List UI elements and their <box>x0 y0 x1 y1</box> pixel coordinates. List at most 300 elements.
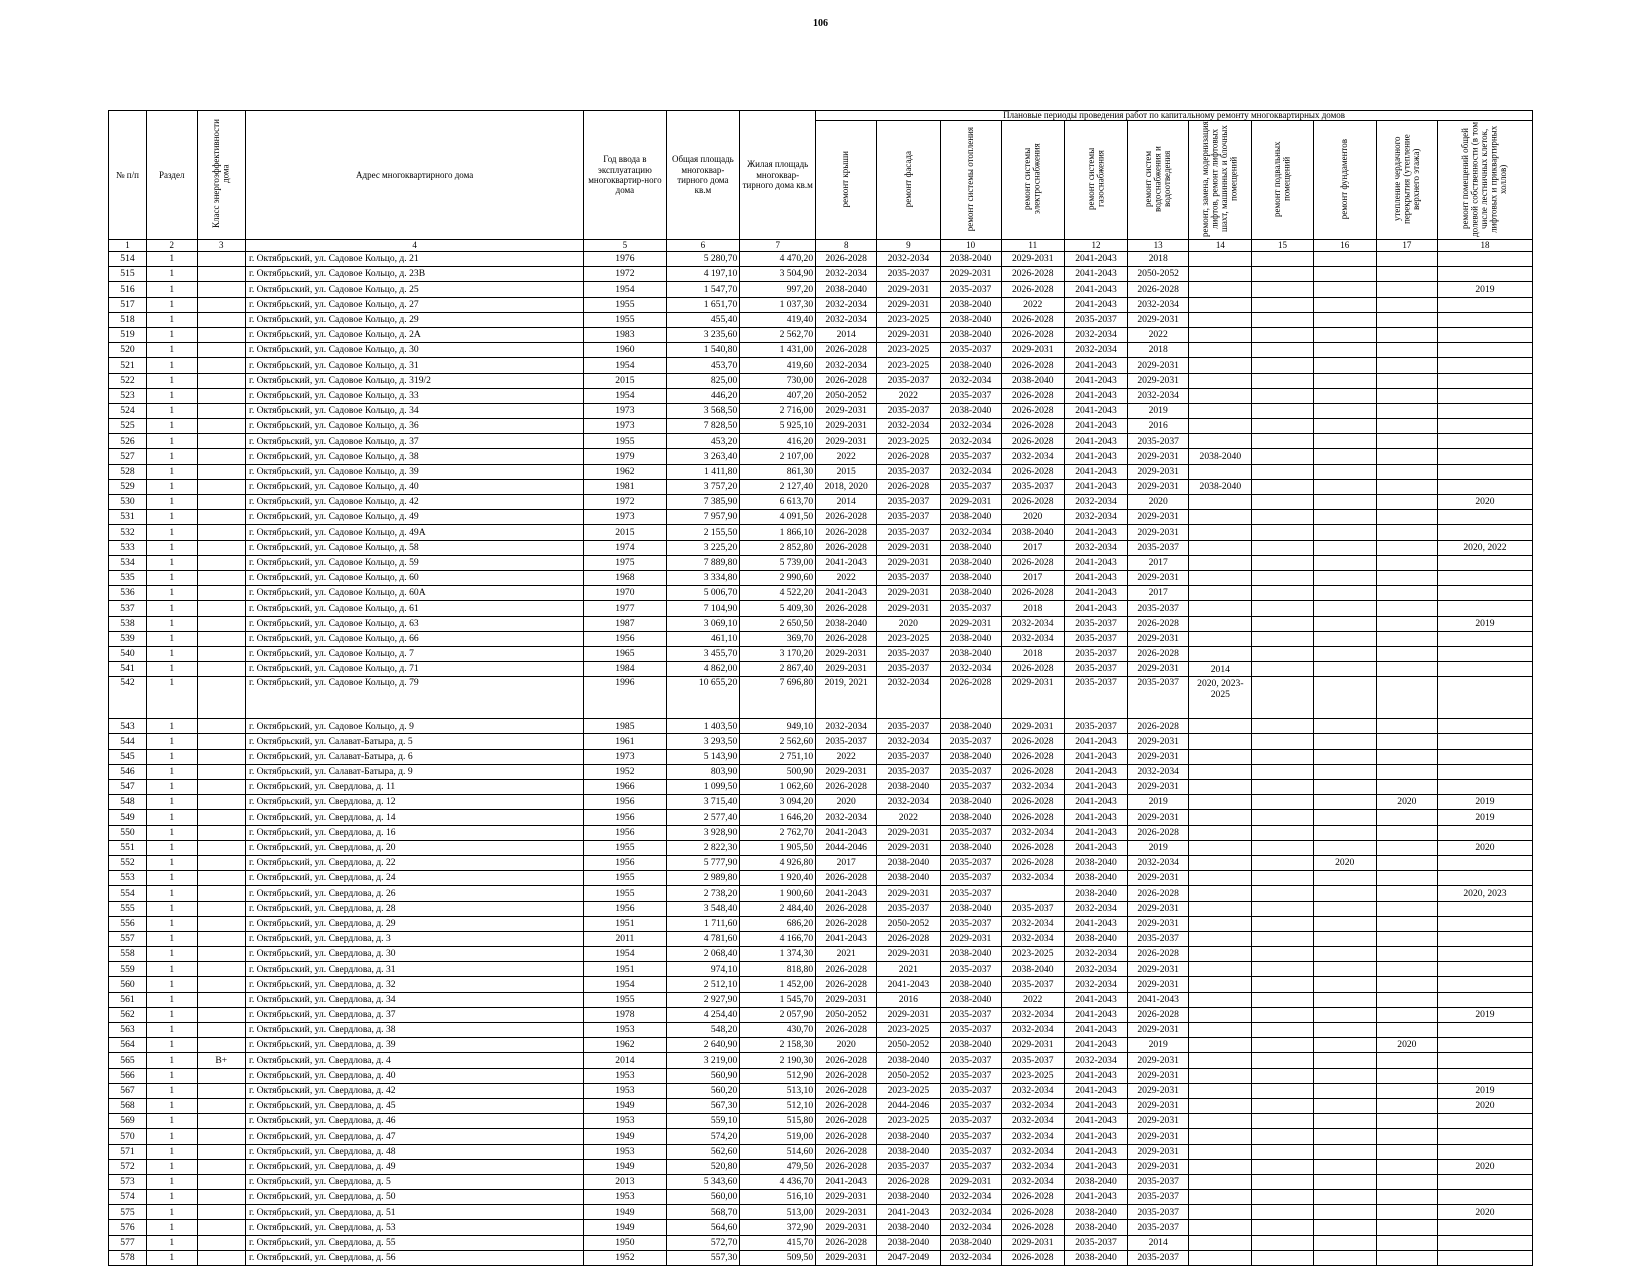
cell-common-premises-period <box>1437 1174 1532 1189</box>
cell-living-area: 513,10 <box>740 1083 816 1098</box>
cell-gas-period: 2041-2043 <box>1064 1190 1127 1205</box>
cell-facade-period: 2023-2025 <box>877 631 940 646</box>
cell-elevators-period <box>1189 916 1252 931</box>
cell-heating-period: 2038-2040 <box>940 586 1001 601</box>
cell-total-area: 7 828,50 <box>666 419 740 434</box>
cell-elevators-period <box>1189 586 1252 601</box>
cell-energy-class <box>197 1190 245 1205</box>
cell-foundation-period <box>1313 1007 1376 1022</box>
cell-living-area: 2 127,40 <box>740 479 816 494</box>
cell-section: 1 <box>146 855 197 870</box>
cell-row-number: 555 <box>109 901 147 916</box>
cell-facade-period: 2023-2025 <box>877 434 940 449</box>
cell-roof-period: 2018, 2020 <box>816 479 877 494</box>
cell-section: 1 <box>146 977 197 992</box>
cell-heating-period: 2035-2037 <box>940 1023 1001 1038</box>
table-row <box>109 677 1533 719</box>
cell-year: 1979 <box>584 449 666 464</box>
cell-facade-period: 2035-2037 <box>877 749 940 764</box>
cell-address: г. Октябрьский, ул. Садовое Кольцо, д. 27 <box>245 297 583 312</box>
cell-address: г. Октябрьский, ул. Садовое Кольцо, д. 63 <box>245 616 583 631</box>
cell-living-area: 949,10 <box>740 719 816 734</box>
cell-total-area: 560,90 <box>666 1068 740 1083</box>
cell-roof-period: 2020 <box>816 1038 877 1053</box>
cell-section: 1 <box>146 570 197 585</box>
cell-address: г. Октябрьский, ул. Салават-Батыра, д. 6 <box>245 749 583 764</box>
cell-facade-period: 2032-2034 <box>877 677 940 719</box>
cell-heating-period: 2035-2037 <box>940 780 1001 795</box>
cell-foundation-period <box>1313 931 1376 946</box>
cell-address: г. Октябрьский, ул. Садовое Кольцо, д. 38 <box>245 449 583 464</box>
table-row <box>109 510 1533 525</box>
cell-attic-period <box>1376 780 1437 795</box>
cell-foundation-period <box>1313 586 1376 601</box>
cell-year: 1977 <box>584 601 666 616</box>
cell-total-area: 4 197,10 <box>666 267 740 282</box>
cell-electricity-period: 2026-2028 <box>1001 403 1064 418</box>
cell-living-area: 512,10 <box>740 1098 816 1113</box>
cell-electricity-period: 2032-2034 <box>1001 780 1064 795</box>
cell-roof-period: 2041-2043 <box>816 1174 877 1189</box>
cell-row-number: 537 <box>109 601 147 616</box>
cell-living-area: 2 650,50 <box>740 616 816 631</box>
cell-section: 1 <box>146 734 197 749</box>
cell-facade-period: 2022 <box>877 810 940 825</box>
cell-address: г. Октябрьский, ул. Садовое Кольцо, д. 7 <box>245 646 583 661</box>
cell-year: 1949 <box>584 1159 666 1174</box>
cell-attic-period <box>1376 1083 1437 1098</box>
cell-address: г. Октябрьский, ул. Свердлова, д. 40 <box>245 1068 583 1083</box>
cell-row-number: 569 <box>109 1114 147 1129</box>
cell-year: 1953 <box>584 1023 666 1038</box>
cell-basement-period <box>1252 252 1313 267</box>
cell-electricity-period: 2032-2034 <box>1001 1098 1064 1113</box>
cell-attic-period <box>1376 312 1437 327</box>
cell-water-period: 2026-2028 <box>1128 282 1189 297</box>
cell-year: 1949 <box>584 1205 666 1220</box>
cell-foundation-period <box>1313 540 1376 555</box>
cell-common-premises-period <box>1437 1190 1532 1205</box>
cell-year: 1954 <box>584 947 666 962</box>
cell-electricity-period: 2029-2031 <box>1001 343 1064 358</box>
cell-water-period: 2032-2034 <box>1128 297 1189 312</box>
cell-total-area: 574,20 <box>666 1129 740 1144</box>
cell-basement-period <box>1252 855 1313 870</box>
cell-address: г. Октябрьский, ул. Свердлова, д. 46 <box>245 1114 583 1129</box>
cell-living-area: 1 452,00 <box>740 977 816 992</box>
cell-year: 1952 <box>584 764 666 779</box>
cell-heating-period: 2038-2040 <box>940 840 1001 855</box>
cell-water-period: 2035-2037 <box>1128 1205 1189 1220</box>
cell-row-number: 576 <box>109 1220 147 1235</box>
table-row <box>109 795 1533 810</box>
cell-year: 1965 <box>584 646 666 661</box>
cell-foundation-period <box>1313 312 1376 327</box>
cell-row-number: 534 <box>109 555 147 570</box>
cell-total-area: 3 334,80 <box>666 570 740 585</box>
cell-roof-period: 2041-2043 <box>816 586 877 601</box>
cell-foundation-period <box>1313 1098 1376 1113</box>
cell-row-number: 514 <box>109 252 147 267</box>
cell-living-area: 1 374,30 <box>740 947 816 962</box>
cell-address: г. Октябрьский, ул. Свердлова, д. 16 <box>245 825 583 840</box>
cell-address: г. Октябрьский, ул. Садовое Кольцо, д. 58 <box>245 540 583 555</box>
cell-attic-period <box>1376 1205 1437 1220</box>
cell-attic-period <box>1376 540 1437 555</box>
cell-foundation-period <box>1313 358 1376 373</box>
cell-roof-period: 2041-2043 <box>816 886 877 901</box>
cell-water-period: 2029-2031 <box>1128 1098 1189 1113</box>
cell-heating-period: 2032-2034 <box>940 434 1001 449</box>
cell-foundation-period <box>1313 252 1376 267</box>
cell-roof-period: 2022 <box>816 749 877 764</box>
cell-elevators-period <box>1189 1068 1252 1083</box>
cell-address: г. Октябрьский, ул. Свердлова, д. 45 <box>245 1098 583 1113</box>
cell-gas-period: 2041-2043 <box>1064 570 1127 585</box>
cell-common-premises-period <box>1437 267 1532 282</box>
cell-water-period: 2035-2037 <box>1128 601 1189 616</box>
cell-foundation-period <box>1313 601 1376 616</box>
cell-total-area: 455,40 <box>666 312 740 327</box>
cell-heating-period: 2035-2037 <box>940 1159 1001 1174</box>
table-row <box>109 719 1533 734</box>
cell-living-area: 2 158,30 <box>740 1038 816 1053</box>
cell-attic-period <box>1376 297 1437 312</box>
table-row <box>109 810 1533 825</box>
cell-address: г. Октябрьский, ул. Свердлова, д. 30 <box>245 947 583 962</box>
cell-section: 1 <box>146 631 197 646</box>
cell-electricity-period: 2032-2034 <box>1001 616 1064 631</box>
cell-row-number: 565 <box>109 1053 147 1068</box>
table-row <box>109 1053 1533 1068</box>
cell-roof-period: 2026-2028 <box>816 540 877 555</box>
cell-total-area: 4 781,60 <box>666 931 740 946</box>
cell-year: 1955 <box>584 312 666 327</box>
cell-common-premises-period: 2019 <box>1437 616 1532 631</box>
cell-gas-period: 2038-2040 <box>1064 1174 1127 1189</box>
cell-living-area: 1 866,10 <box>740 525 816 540</box>
cell-gas-period: 2038-2040 <box>1064 886 1127 901</box>
cell-basement-period <box>1252 1129 1313 1144</box>
cell-attic-period <box>1376 764 1437 779</box>
cell-section: 1 <box>146 886 197 901</box>
cell-water-period: 2029-2031 <box>1128 312 1189 327</box>
cell-attic-period <box>1376 267 1437 282</box>
cell-electricity-period: 2032-2034 <box>1001 1159 1064 1174</box>
cell-row-number: 531 <box>109 510 147 525</box>
cell-foundation-period <box>1313 1053 1376 1068</box>
cell-section: 1 <box>146 282 197 297</box>
cell-electricity-period: 2017 <box>1001 570 1064 585</box>
cell-basement-period <box>1252 871 1313 886</box>
cell-address: г. Октябрьский, ул. Свердлова, д. 29 <box>245 916 583 931</box>
cell-year: 1972 <box>584 495 666 510</box>
header-work-basement: ремонт подвальных помещений <box>1252 121 1313 240</box>
cell-foundation-period <box>1313 327 1376 342</box>
cell-elevators-period <box>1189 616 1252 631</box>
cell-heating-period: 2032-2034 <box>940 1205 1001 1220</box>
cell-gas-period: 2032-2034 <box>1064 962 1127 977</box>
cell-energy-class <box>197 1129 245 1144</box>
cell-basement-period <box>1252 1007 1313 1022</box>
cell-total-area: 453,20 <box>666 434 740 449</box>
cell-roof-period: 2029-2031 <box>816 662 877 677</box>
cell-basement-period <box>1252 1098 1313 1113</box>
cell-row-number: 570 <box>109 1129 147 1144</box>
cell-section: 1 <box>146 586 197 601</box>
cell-heating-period: 2035-2037 <box>940 1129 1001 1144</box>
cell-year: 1972 <box>584 267 666 282</box>
cell-heating-period: 2032-2034 <box>940 1190 1001 1205</box>
cell-basement-period <box>1252 916 1313 931</box>
header-work-elevators: ремонт, замена, модернизация лифтов, ремонт лифтовых шахт, машинных и блочных помещений <box>1189 121 1252 240</box>
cell-attic-period <box>1376 373 1437 388</box>
cell-row-number: 572 <box>109 1159 147 1174</box>
cell-basement-period <box>1252 388 1313 403</box>
cell-total-area: 461,10 <box>666 631 740 646</box>
cell-electricity-period: 2026-2028 <box>1001 810 1064 825</box>
cell-attic-period <box>1376 855 1437 870</box>
cell-living-area: 369,70 <box>740 631 816 646</box>
cell-facade-period: 2044-2046 <box>877 1098 940 1113</box>
cell-living-area: 479,50 <box>740 1159 816 1174</box>
cell-living-area: 730,00 <box>740 373 816 388</box>
cell-attic-period <box>1376 1235 1437 1250</box>
cell-foundation-period <box>1313 388 1376 403</box>
cell-total-area: 567,30 <box>666 1098 740 1113</box>
cell-roof-period: 2038-2040 <box>816 282 877 297</box>
cell-energy-class <box>197 297 245 312</box>
cell-row-number: 561 <box>109 992 147 1007</box>
cell-basement-period <box>1252 1144 1313 1159</box>
cell-electricity-period: 2026-2028 <box>1001 764 1064 779</box>
cell-roof-period: 2032-2034 <box>816 810 877 825</box>
cell-gas-period: 2032-2034 <box>1064 901 1127 916</box>
cell-common-premises-period <box>1437 510 1532 525</box>
cell-elevators-period <box>1189 1129 1252 1144</box>
cell-common-premises-period <box>1437 1023 1532 1038</box>
cell-year: 1956 <box>584 631 666 646</box>
table-row <box>109 403 1533 418</box>
cell-common-premises-period <box>1437 1144 1532 1159</box>
cell-water-period: 2014 <box>1128 1235 1189 1250</box>
cell-total-area: 453,70 <box>666 358 740 373</box>
cell-elevators-period <box>1189 1038 1252 1053</box>
cell-row-number: 538 <box>109 616 147 631</box>
cell-facade-period: 2041-2043 <box>877 977 940 992</box>
cell-address: г. Октябрьский, ул. Свердлова, д. 28 <box>245 901 583 916</box>
cell-roof-period: 2015 <box>816 464 877 479</box>
cell-facade-period: 2029-2031 <box>877 555 940 570</box>
cell-common-premises-period <box>1437 871 1532 886</box>
cell-common-premises-period: 2020 <box>1437 840 1532 855</box>
cell-common-premises-period <box>1437 343 1532 358</box>
cell-attic-period <box>1376 886 1437 901</box>
cell-elevators-period <box>1189 719 1252 734</box>
header-total-area: Общая площадь многоквар-тирного дома кв.м <box>666 111 740 240</box>
cell-roof-period: 2029-2031 <box>816 1190 877 1205</box>
cell-basement-period <box>1252 992 1313 1007</box>
cell-row-number: 557 <box>109 931 147 946</box>
cell-common-premises-period <box>1437 977 1532 992</box>
table-row <box>109 840 1533 855</box>
cell-attic-period <box>1376 931 1437 946</box>
cell-address: г. Октябрьский, ул. Свердлова, д. 4 <box>245 1053 583 1068</box>
cell-elevators-period <box>1189 312 1252 327</box>
cell-year: 1955 <box>584 886 666 901</box>
cell-living-area: 372,90 <box>740 1220 816 1235</box>
cell-facade-period: 2035-2037 <box>877 646 940 661</box>
cell-roof-period: 2032-2034 <box>816 267 877 282</box>
cell-total-area: 3 568,50 <box>666 403 740 418</box>
header-section: Раздел <box>146 111 197 240</box>
cell-total-area: 1 403,50 <box>666 719 740 734</box>
cell-energy-class <box>197 886 245 901</box>
cell-water-period: 2029-2031 <box>1128 662 1189 677</box>
cell-section: 1 <box>146 358 197 373</box>
cell-section: 1 <box>146 1205 197 1220</box>
table-header <box>109 111 1533 252</box>
cell-water-period: 2032-2034 <box>1128 388 1189 403</box>
cell-foundation-period <box>1313 719 1376 734</box>
cell-foundation-period <box>1313 825 1376 840</box>
cell-energy-class <box>197 510 245 525</box>
cell-living-area: 1 037,30 <box>740 297 816 312</box>
cell-section: 1 <box>146 795 197 810</box>
cell-gas-period: 2032-2034 <box>1064 947 1127 962</box>
header-work-roof: ремонт крыши <box>816 121 877 240</box>
cell-total-area: 825,00 <box>666 373 740 388</box>
cell-common-premises-period: 2019 <box>1437 282 1532 297</box>
cell-foundation-period <box>1313 297 1376 312</box>
cell-electricity-period: 2029-2031 <box>1001 1235 1064 1250</box>
cell-elevators-period <box>1189 1114 1252 1129</box>
cell-elevators-period <box>1189 327 1252 342</box>
cell-living-area: 516,10 <box>740 1190 816 1205</box>
cell-gas-period: 2035-2037 <box>1064 1235 1127 1250</box>
cell-total-area: 446,20 <box>666 388 740 403</box>
cell-attic-period <box>1376 479 1437 494</box>
cell-water-period: 2035-2037 <box>1128 540 1189 555</box>
cell-attic-period <box>1376 901 1437 916</box>
cell-energy-class <box>197 1235 245 1250</box>
cell-total-area: 3 293,50 <box>666 734 740 749</box>
cell-row-number: 559 <box>109 962 147 977</box>
cell-basement-period <box>1252 419 1313 434</box>
cell-year: 2011 <box>584 931 666 946</box>
cell-attic-period <box>1376 977 1437 992</box>
cell-roof-period: 2026-2028 <box>816 510 877 525</box>
cell-foundation-period <box>1313 810 1376 825</box>
cell-attic-period: 2020 <box>1376 1038 1437 1053</box>
cell-living-area: 513,00 <box>740 1205 816 1220</box>
cell-attic-period <box>1376 1144 1437 1159</box>
cell-heating-period: 2038-2040 <box>940 947 1001 962</box>
cell-energy-class <box>197 962 245 977</box>
cell-foundation-period <box>1313 795 1376 810</box>
cell-electricity-period: 2032-2034 <box>1001 631 1064 646</box>
cell-living-area: 419,60 <box>740 358 816 373</box>
cell-row-number: 552 <box>109 855 147 870</box>
cell-water-period: 2029-2031 <box>1128 358 1189 373</box>
cell-facade-period: 2035-2037 <box>877 510 940 525</box>
cell-basement-period <box>1252 840 1313 855</box>
cell-attic-period <box>1376 1220 1437 1235</box>
cell-basement-period <box>1252 749 1313 764</box>
column-number: 18 <box>1437 240 1532 252</box>
cell-gas-period: 2041-2043 <box>1064 282 1127 297</box>
cell-elevators-period <box>1189 1007 1252 1022</box>
cell-common-premises-period <box>1437 780 1532 795</box>
cell-year: 1955 <box>584 871 666 886</box>
cell-row-number: 545 <box>109 749 147 764</box>
cell-section: 1 <box>146 962 197 977</box>
cell-gas-period: 2041-2043 <box>1064 586 1127 601</box>
cell-energy-class <box>197 840 245 855</box>
cell-common-premises-period <box>1437 901 1532 916</box>
cell-basement-period <box>1252 555 1313 570</box>
cell-energy-class <box>197 734 245 749</box>
table-row <box>109 267 1533 282</box>
cell-elevators-period <box>1189 871 1252 886</box>
cell-electricity-period: 2029-2031 <box>1001 719 1064 734</box>
column-number: 10 <box>940 240 1001 252</box>
cell-roof-period: 2017 <box>816 855 877 870</box>
cell-living-area: 1 646,20 <box>740 810 816 825</box>
cell-total-area: 5 343,60 <box>666 1174 740 1189</box>
cell-address: г. Октябрьский, ул. Свердлова, д. 32 <box>245 977 583 992</box>
cell-address: г. Октябрьский, ул. Салават-Батыра, д. 5 <box>245 734 583 749</box>
table-row <box>109 1129 1533 1144</box>
cell-address: г. Октябрьский, ул. Садовое Кольцо, д. 49А <box>245 525 583 540</box>
cell-address: г. Октябрьский, ул. Садовое Кольцо, д. 319/2 <box>245 373 583 388</box>
cell-gas-period: 2038-2040 <box>1064 931 1127 946</box>
cell-section: 1 <box>146 947 197 962</box>
cell-living-area: 861,30 <box>740 464 816 479</box>
cell-common-premises-period <box>1437 297 1532 312</box>
table-row <box>109 525 1533 540</box>
cell-total-area: 4 254,40 <box>666 1007 740 1022</box>
cell-facade-period: 2022 <box>877 388 940 403</box>
table-row <box>109 977 1533 992</box>
cell-attic-period <box>1376 947 1437 962</box>
cell-gas-period: 2041-2043 <box>1064 916 1127 931</box>
cell-gas-period: 2041-2043 <box>1064 1007 1127 1022</box>
cell-living-area: 2 484,40 <box>740 901 816 916</box>
cell-heating-period: 2038-2040 <box>940 810 1001 825</box>
cell-section: 1 <box>146 252 197 267</box>
cell-basement-period <box>1252 646 1313 661</box>
cell-attic-period <box>1376 1159 1437 1174</box>
cell-heating-period: 2038-2040 <box>940 570 1001 585</box>
header-periods-title: Плановые периоды проведения работ по капитальному ремонту многоквартирных домов <box>816 111 1533 121</box>
cell-gas-period: 2041-2043 <box>1064 1023 1127 1038</box>
table-row <box>109 282 1533 297</box>
cell-heating-period: 2032-2034 <box>940 419 1001 434</box>
cell-row-number: 529 <box>109 479 147 494</box>
cell-year: 1961 <box>584 734 666 749</box>
cell-common-premises-period <box>1437 1220 1532 1235</box>
cell-elevators-period <box>1189 555 1252 570</box>
cell-facade-period: 2023-2025 <box>877 1114 940 1129</box>
cell-total-area: 3 928,90 <box>666 825 740 840</box>
cell-address: г. Октябрьский, ул. Свердлова, д. 48 <box>245 1144 583 1159</box>
cell-total-area: 3 548,40 <box>666 901 740 916</box>
cell-gas-period: 2041-2043 <box>1064 992 1127 1007</box>
table-row <box>109 540 1533 555</box>
cell-row-number: 541 <box>109 662 147 677</box>
cell-energy-class <box>197 540 245 555</box>
